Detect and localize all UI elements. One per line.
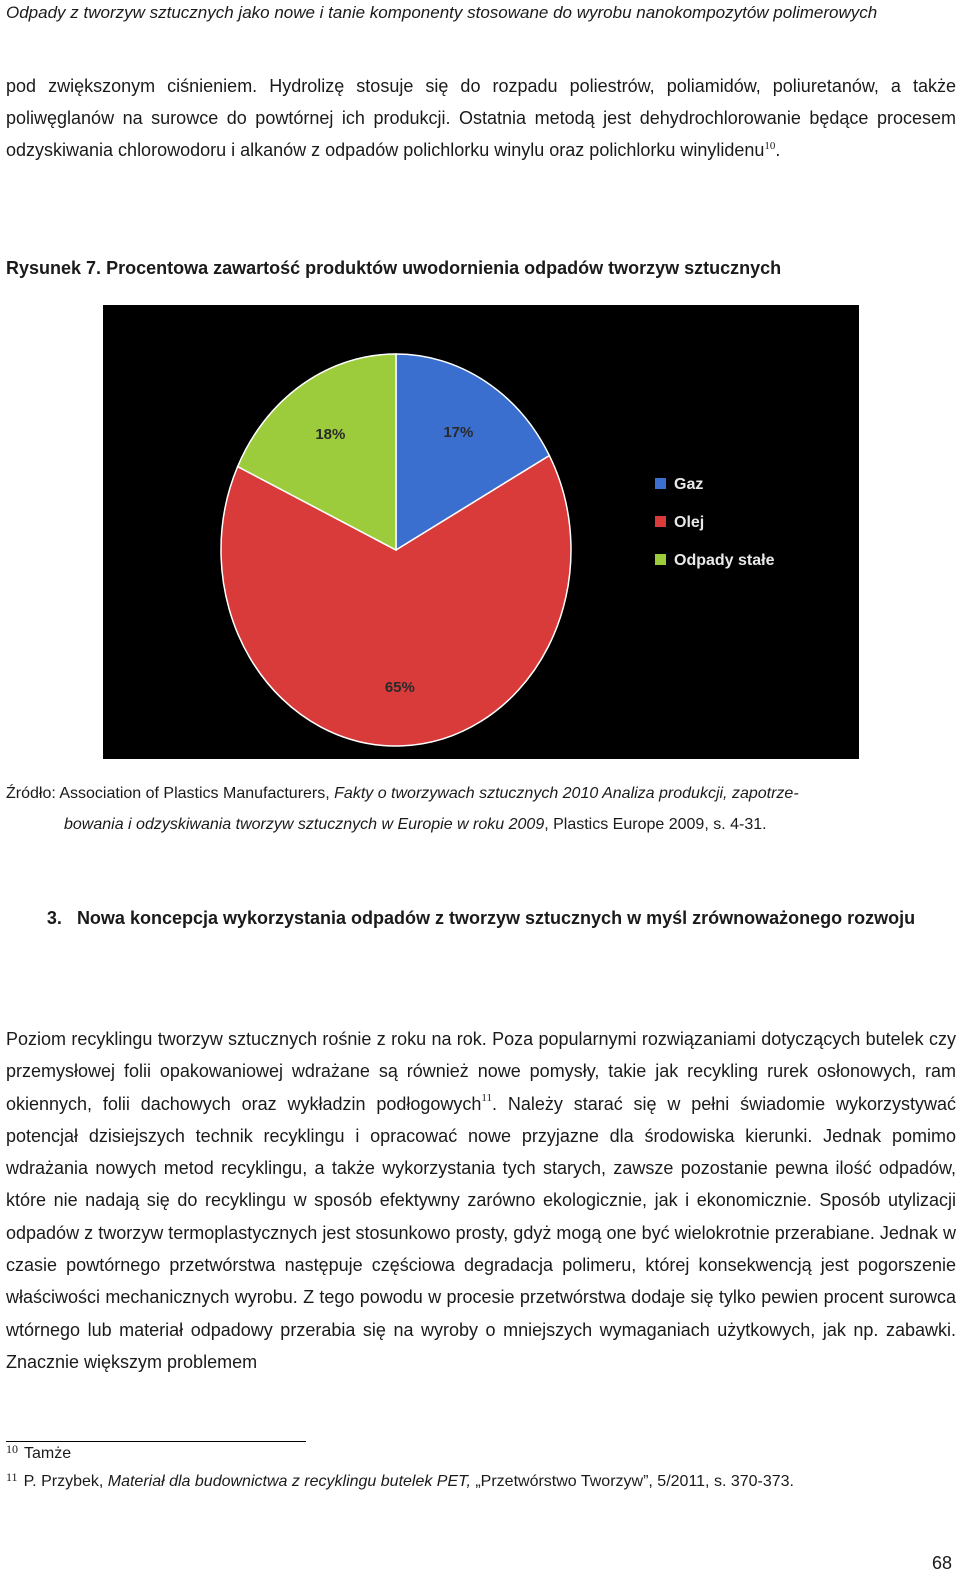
legend-label-olej: Olej [674, 514, 705, 531]
figure-source [6, 778, 956, 840]
pie-chart [103, 305, 859, 759]
section-title: Nowa koncepcja wykorzystania odpadów z tworzyw sztucznych w myśl zrównoważonego rozwoju [76, 908, 916, 928]
legend-swatch-olej [655, 516, 666, 527]
legend-label-gaz: Gaz [674, 476, 704, 493]
section-number: 3. [46, 908, 62, 928]
figure-caption [6, 258, 781, 279]
body-text-1: Poziom recyklingu tworzyw sztucznych rośnie z roku na rok. Poza popularnymi rozwiązaniami dotyczących butelek czy przemysłowej folii opakowaniowej wdrażane są również nowe pomysły, takie jak recykling rurek osłonowych, ram okiennych, folii dachowych oraz wykładzin podłogowych [6, 1029, 956, 1114]
footnote-prefix: P. Przybek, [23, 1473, 108, 1490]
data-label-odpady-stałe: 18% [315, 426, 346, 444]
page-number: 68 [931, 1553, 952, 1573]
source-title-italic: Fakty o tworzywach sztucznych 2010 Analiza produkcji, zapotrze- [334, 785, 799, 802]
footnote-number: 11 [6, 1470, 18, 1484]
figure-title: Procentowa zawartość produktów uwodornienia odpadów tworzyw sztucznych [106, 258, 782, 278]
legend-label-odpady-stałe: Odpady stałe [674, 552, 775, 569]
body-paragraph [6, 1023, 956, 1378]
legend-swatch-odpady-stałe [655, 554, 666, 565]
section-heading [6, 902, 956, 934]
footnote-11 [6, 1468, 956, 1496]
footnote-10 [6, 1440, 956, 1468]
footnote-suffix: „Przetwórstwo Tworzyw”, 5/2011, s. 370-373. [470, 1473, 794, 1490]
source-title-italic-2: bowania i odzyskiwania tworzyw sztucznych w Europie w roku 2009 [64, 816, 545, 833]
source-prefix: Źródło: Association of Plastics Manufacturers, [6, 785, 335, 802]
data-label-gaz: 17% [443, 423, 474, 441]
intro-paragraph [6, 70, 956, 166]
running-header: Odpady z tworzyw sztucznych jako nowe i tanie komponenty stosowane do wyrobu nanokompozytów polimerowych [6, 3, 878, 22]
figure-label: Rysunek 7. [6, 258, 102, 278]
body-text-2: . Należy starać się w pełni świadomie wykorzystywać potencjał dzisiejszych technik recyklingu i opracować nowe przyjazne dla środowiska kierunki. Jednak pomimo wdrażania nowych metod recyklingu, a także wykorzystania tych starych, zawsze pozostanie pewna ilość odpadów, które nie nadają się do recyklingu w sposób efektywny zarówno ekologicznie, jak i ekonomicznie. Sposób utylizacji odpadów z tworzyw termoplastycznych jest stosunkowo prosty, gdyż mogą one być wielokrotnie przerabiane. Jednak w czasie powtórnego przetwórstwa następuje częściowa degradacja polimeru, której konsekwencją jest pogorszenie właściwości mechanicznych wyrobu. Z tego powodu w procesie przetwórstwa dodaje się tylko pewien procent surowca wtórnego lub materiał odpadowy przerabia się na wyroby o mniejszych wymaganiach użytkowych, jak np. zabawki. Znacznie większym problemem [6, 1093, 956, 1372]
data-label-olej: 65% [384, 679, 415, 697]
intro-end: . [775, 140, 781, 160]
footnote-ref-10[interactable]: 10 [764, 140, 776, 152]
legend-swatch-gaz [655, 478, 666, 489]
source-suffix: , Plastics Europe 2009, s. 4-31. [544, 816, 767, 833]
footnote-text: Tamże [24, 1445, 72, 1462]
pie-chart-svg [103, 305, 859, 759]
footnote-ref-11[interactable]: 11 [481, 1091, 493, 1104]
intro-text: pod zwiększonym ciśnieniem. Hydrolizę stosuje się do rozpadu poliestrów, poliamidów, poliuretanów, a także poliwęglanów na surowce do powtórnej ich produkcji. Ostatnia metodą jest dehydrochlorowanie będące procesem odzyskiwania chlorowodoru i alkanów z odpadów polichlorku winylu oraz polichlorku winylidenu [6, 76, 956, 160]
footnote-italic: Materiał dla budownictwa z recyklingu butelek PET, [107, 1473, 471, 1490]
footnote-number: 10 [6, 1442, 18, 1456]
